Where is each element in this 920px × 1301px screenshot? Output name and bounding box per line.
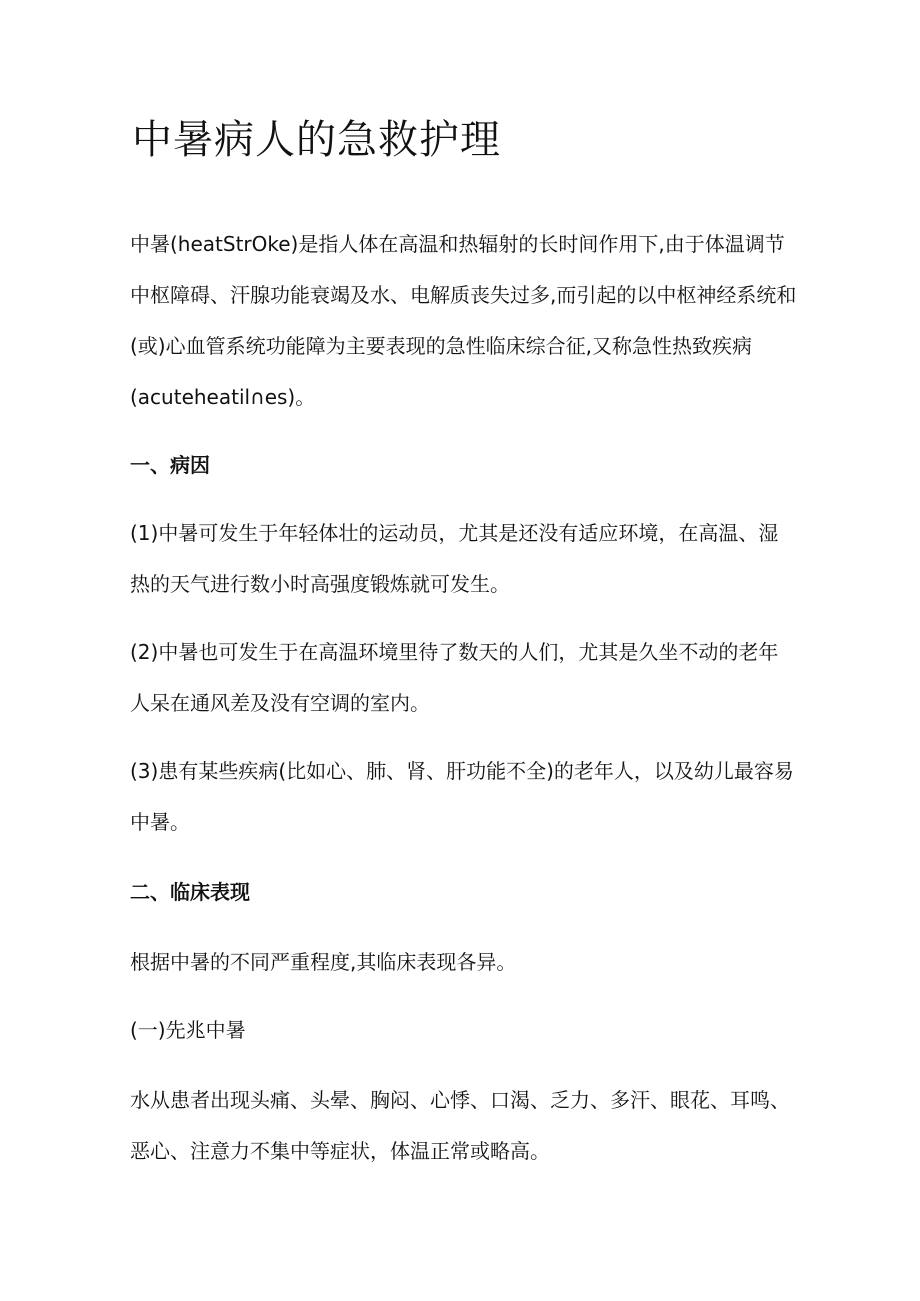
- section-heading-causes: 一、病因: [130, 453, 210, 477]
- precursor-symptoms-line: 恶心、注意力不集中等症状，体温正常或略高。: [130, 1139, 550, 1163]
- precursor-symptoms-line: 水从患者出现头痛、头晕、胸闷、心悸、口渴、乏力、多汗、眼花、耳鸣、: [130, 1088, 790, 1112]
- cause-item-line: 人呆在通风差及没有空调的室内。: [130, 691, 430, 715]
- cause-item-line: 热的天气进行数小时高强度锻炼就可发生。: [130, 572, 510, 596]
- cause-item-line: (3)患有某些疾病(比如心、肺、肾、肝功能不全)的老年人，以及幼儿最容易: [130, 759, 794, 783]
- cause-item-line: 中暑。: [130, 810, 190, 834]
- cause-item-2: [130, 627, 810, 729]
- intro-paragraph: [130, 219, 810, 423]
- precursor-symptoms: [130, 1075, 810, 1177]
- clinical-intro-line: 根据中暑的不同严重程度,其临床表现各异。: [130, 950, 517, 974]
- intro-line: 中暑(heatStrOke)是指人体在高温和热辐射的长时间作用下,由于体温调节: [130, 232, 785, 256]
- intro-line: (acuteheatil∩es)。: [130, 385, 316, 409]
- subsection-heading-precursor: [130, 1005, 810, 1056]
- section-heading-clinical: 二、临床表现: [130, 880, 250, 904]
- document-title: 中暑病人的急救护理: [132, 117, 501, 163]
- cause-item-line: (2)中暑也可发生于在高温环境里待了数天的人们，尤其是久坐不动的老年: [130, 640, 779, 664]
- intro-line: 中枢障碍、汗腺功能衰竭及水、电解质丧失过多,而引起的以中枢神经系统和: [130, 283, 797, 307]
- cause-item-line: (1)中暑可发生于年轻体壮的运动员，尤其是还没有适应环境，在高温、湿: [130, 521, 779, 545]
- subsection-heading-line: (一)先兆中暑: [130, 1018, 246, 1042]
- intro-line: (或)心血管系统功能障为主要表现的急性临床综合征,又称急性热致疾病: [130, 334, 752, 358]
- cause-item-1: [130, 508, 810, 610]
- clinical-intro: [130, 937, 810, 988]
- cause-item-3: [130, 746, 810, 848]
